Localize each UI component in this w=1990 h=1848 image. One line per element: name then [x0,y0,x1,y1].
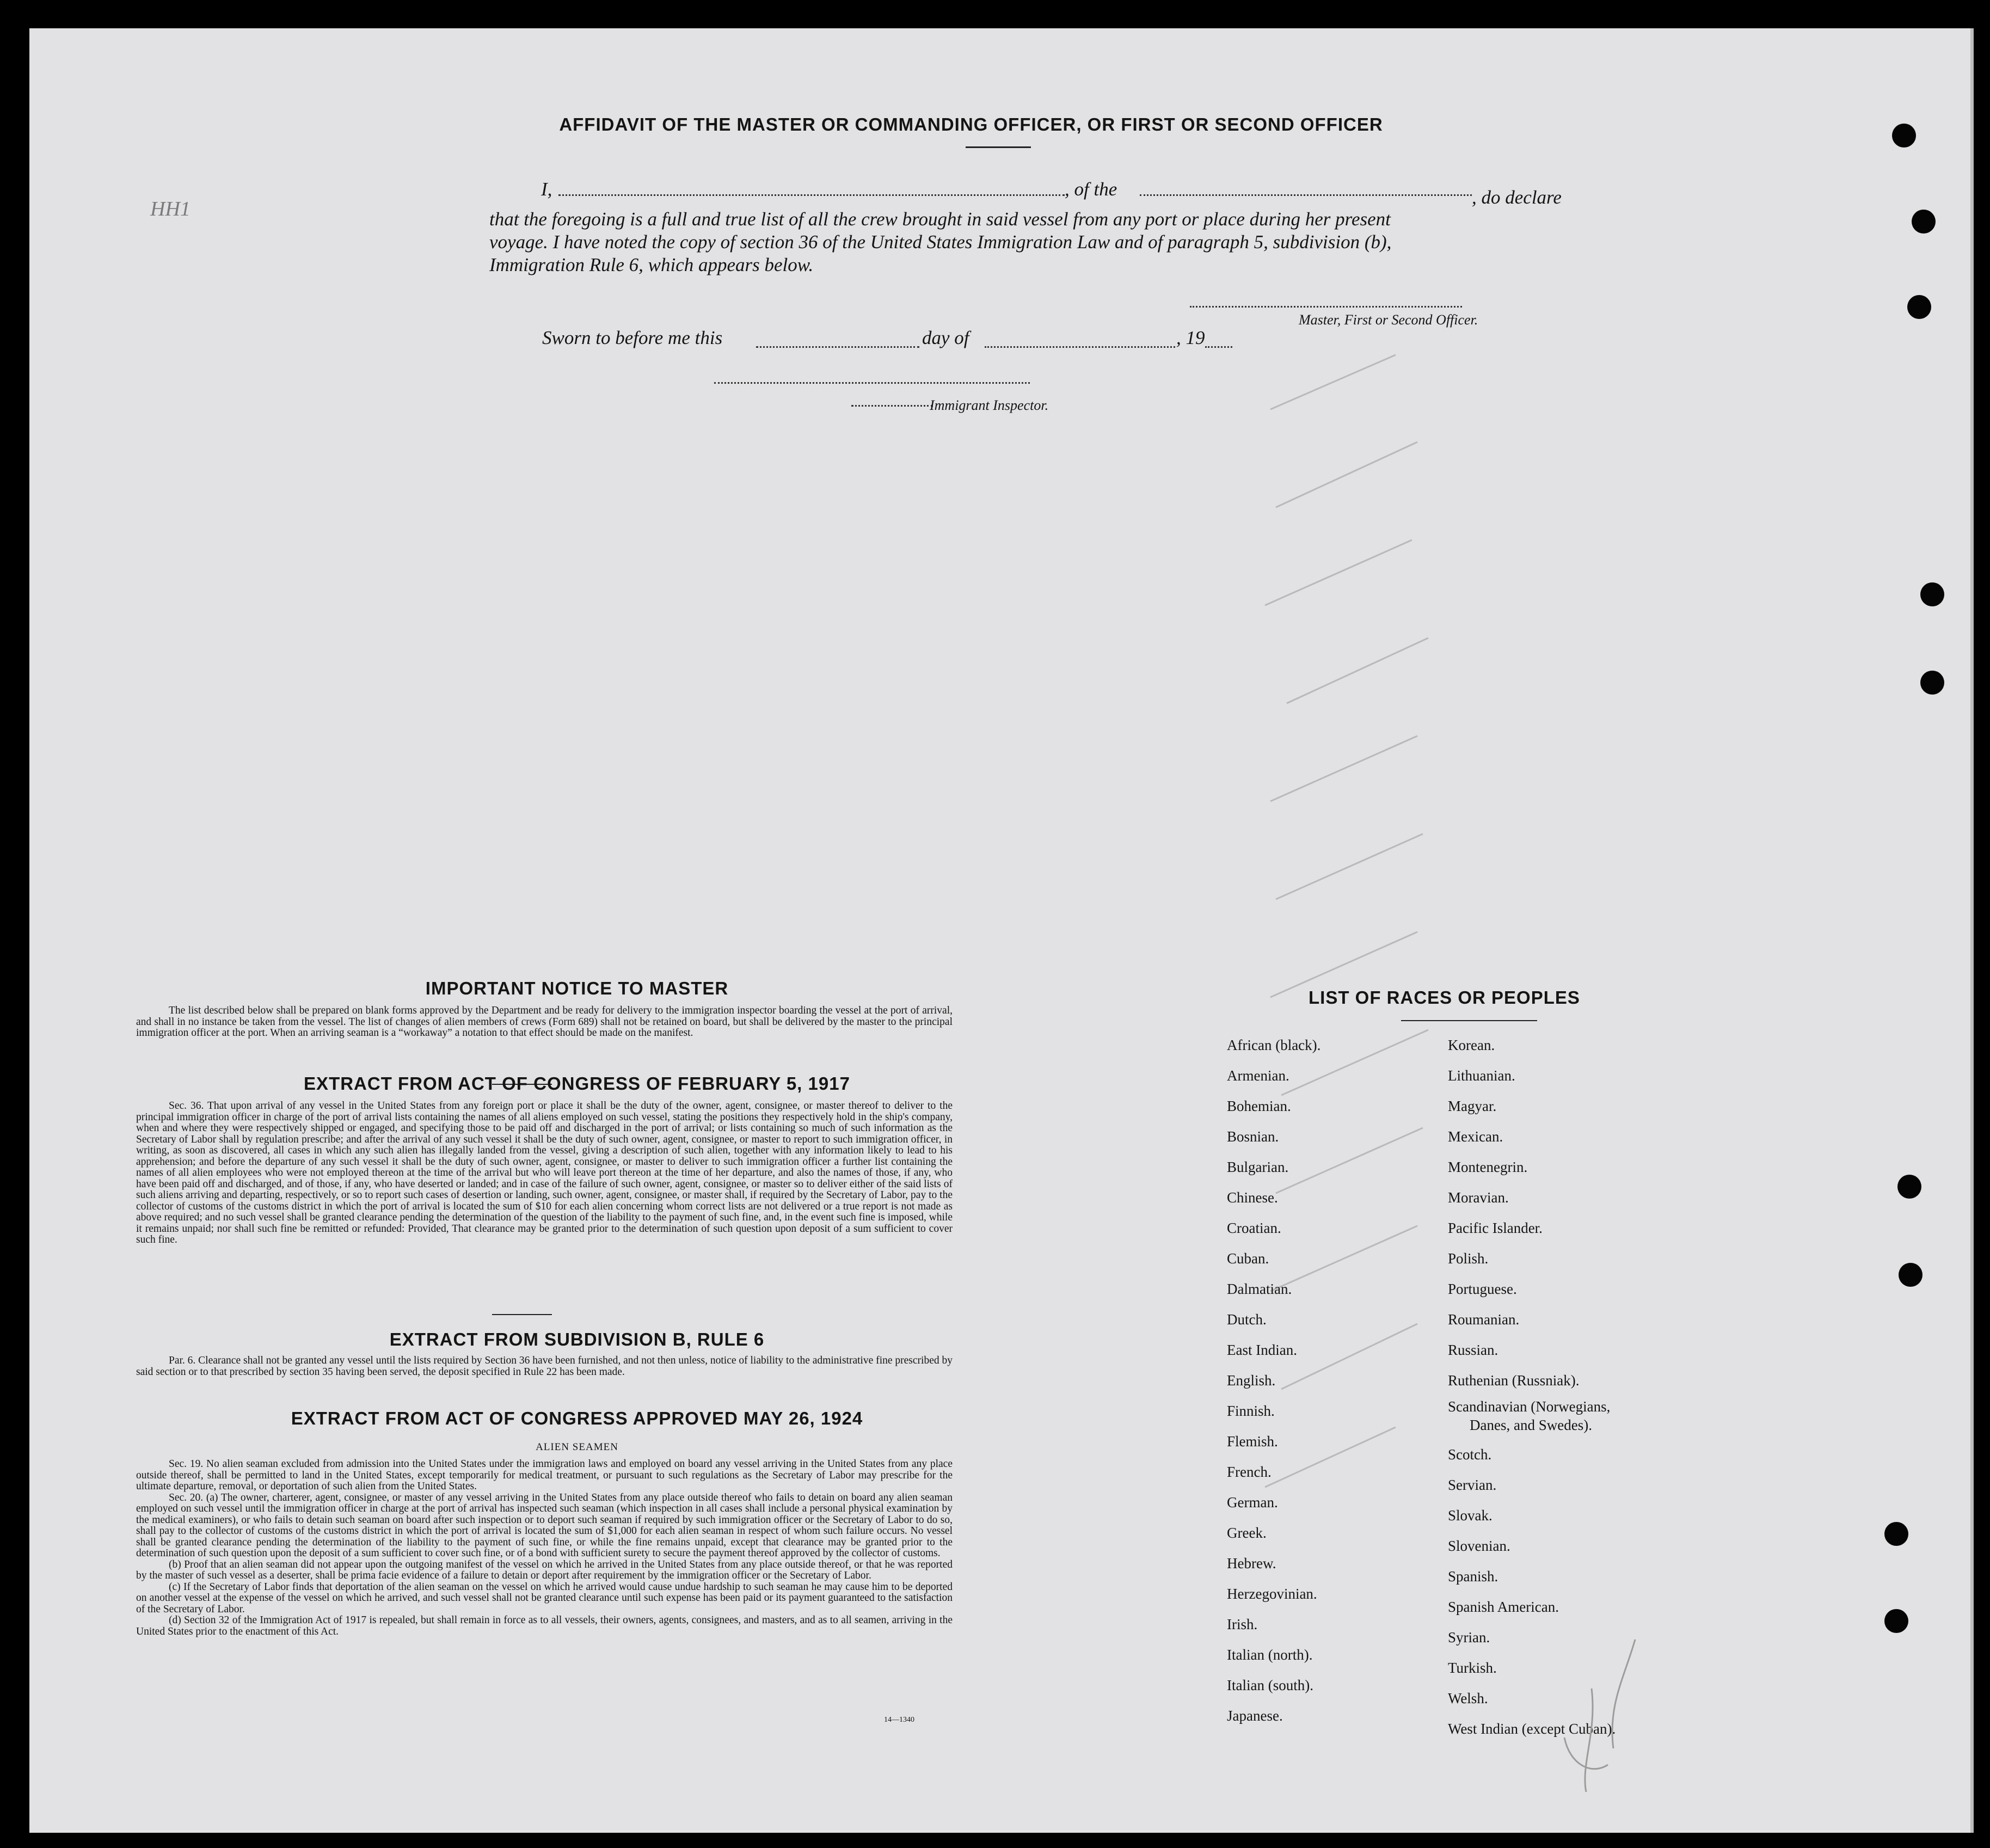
sec20c-paragraph: (c) If the Secretary of Labor finds that deportation of the alien seaman on the vessel on which he arrived would cause undue hardship to such seaman he may cause him to be deported on another vessel at the expense of the vessel on which he arrived, and such vessel shall not be granted clearance until such expense has been paid or its payment guaranteed to the satisfaction of the Secretary of Labor. [136,1581,953,1615]
race-item: English. [1227,1372,1276,1389]
document-sheet [29,28,1974,1833]
race-item: Cuban. [1227,1250,1269,1267]
inspector-signature-lead [851,405,933,407]
affidavit-title: AFFIDAVIT OF THE MASTER OR COMMANDING OFFICER, OR FIRST OR SECOND OFFICER [559,114,1383,134]
race-item: French. [1227,1464,1272,1480]
inspector-label: Immigrant Inspector. [930,397,1049,413]
form-number: 14—1340 [884,1716,914,1724]
race-item: Servian. [1448,1477,1497,1493]
race-item: Syrian. [1448,1629,1490,1646]
affidavit-line-4: Immigration Rule 6, which appears below. [489,254,814,275]
race-item: Slovenian. [1448,1538,1510,1554]
extract1-title: EXTRACT FROM ACT OF CONGRESS OF FEBRUARY 5, 1917 [304,1073,850,1094]
master-label: Master, First or Second Officer. [1299,312,1478,328]
races-title: LIST OF RACES OR PEOPLES [1309,987,1580,1008]
extract3-subtitle: ALIEN SEAMEN [536,1441,618,1453]
affidavit-line-2: that the foregoing is a full and true list of all the crew brought in said vessel from any port or place during her present [489,208,1391,230]
sworn-month-blank [985,346,1175,348]
race-item: Roumanian. [1448,1311,1520,1328]
races-left-column [1227,1030,1320,1731]
binder-hole-icon [1920,582,1944,606]
race-item: West Indian (except Cuban). [1448,1721,1616,1737]
race-item: Irish. [1227,1616,1258,1632]
race-item: Dalmatian. [1227,1281,1292,1297]
name-blank [558,194,1065,196]
race-item: Bohemian. [1227,1098,1291,1114]
extract2-title: EXTRACT FROM SUBDIVISION B, RULE 6 [389,1329,765,1349]
sec20b-paragraph: (b) Proof that an alien seaman did not appear upon the outgoing manifest of the vessel on which he arrived in the United States from any place outside thereof, or that he was reported by the master of such vessel as a deserter, shall be prima facie evidence of a failure to detain or deport after requirement by the immigration officer or the Secretary of Labor. [136,1558,953,1581]
race-item: Pacific Islander. [1448,1220,1543,1236]
race-item: Turkish. [1448,1660,1497,1676]
race-item: Polish. [1448,1250,1489,1267]
binder-hole-icon [1897,1175,1921,1199]
sec20a-paragraph: Sec. 20. (a) The owner, charterer, agent, consignee, or master of any vessel arriving in the United States from any place outside thereof who fails to detain on board any alien seaman employed on such vessel until the immigration officer in charge at the port of arrival has inspected such seaman (which inspection in all cases shall include a personal physical examination by the medical examiners), or who fails to detain such seaman on board after such inspection or to deport such seaman if required by such immigration officer or the Secretary of Labor to do so, shall pay to the collector of customs of the customs district in which the port of arrival is located the sum of $1,000 for each alien seaman in respect of whom such failure occurs. No vessel shall be granted clearance pending the determination of the liability to the payment of such fine, or while the fine remains unpaid, except that clearance may be granted prior to the determination of such question upon the deposit of a sum sufficient to cover such fine, or of a bond with sufficient surety to secure the payment thereof approved by the collector of customs. [136,1491,953,1559]
race-item: Danes, and Swedes). [1470,1417,1592,1433]
binder-hole-icon [1884,1522,1908,1546]
race-item: Japanese. [1227,1708,1283,1724]
notice-paragraph: The list described below shall be prepared on blank forms approved by the Department and be ready for delivery to the immigration inspector boarding the vessel at the port of arrival, and shall in no instance be taken from the vessel. The list of changes of alien members of crews (Form 689) shall not be retained on board, but shall be delivered by the master to the principal immigration officer at the port. When an arriving seaman is a “workaway” a notation to that effect should be made on the manifest. [136,1005,953,1039]
race-item: Korean. [1448,1037,1495,1053]
race-item: Croatian. [1227,1220,1281,1236]
race-item: Dutch. [1227,1311,1267,1328]
divider [1401,1020,1537,1021]
inspector-signature-line [714,382,1030,384]
notice-body [136,1005,953,1039]
race-item: Magyar. [1448,1098,1497,1114]
race-item: Chinese. [1227,1189,1278,1206]
binder-hole-icon [1899,1263,1923,1287]
divider [966,146,1031,148]
race-item: Flemish. [1227,1433,1278,1450]
binder-hole-icon [1907,295,1931,319]
binder-hole-icon [1884,1609,1908,1633]
race-item: Italian (south). [1227,1677,1313,1693]
day-of-label: day of [922,327,969,348]
notice-title: IMPORTANT NOTICE TO MASTER [425,978,729,998]
race-item: Bulgarian. [1227,1159,1289,1175]
race-item: German. [1227,1494,1278,1511]
year-blank [1205,346,1232,348]
vessel-blank [1140,194,1472,196]
race-item: African (black). [1227,1037,1321,1053]
sec20d-paragraph: (d) Section 32 of the Immigration Act of 1917 is repealed, but shall remain in force as to all vessels, their owners, agents, consignees, and masters, and as to all seamen, arriving in the United States prior to the enactment of this Act. [136,1614,953,1637]
extract3-title: EXTRACT FROM ACT OF CONGRESS APPROVED MAY 26, 1924 [291,1408,863,1428]
pencil-scribble [1499,1629,1673,1803]
race-item: Armenian. [1227,1067,1289,1084]
race-item: Spanish. [1448,1568,1498,1585]
race-item: Russian. [1448,1342,1498,1358]
race-item: Italian (north). [1227,1647,1313,1663]
race-item: Mexican. [1448,1128,1503,1145]
margin-pencil-mark: HH1 [150,198,191,220]
race-item: Herzegovinian. [1227,1586,1317,1602]
affidavit-line-3: voyage. I have noted the copy of section 36 of the United States Immigration Law and of paragraph 5, subdivision (b), [489,231,1392,253]
race-item: Greek. [1227,1525,1267,1541]
race-item: Hebrew. [1227,1555,1276,1571]
binder-hole-icon [1920,671,1944,695]
race-item: Slovak. [1448,1507,1492,1524]
master-signature-line [1190,306,1462,308]
extract3-body [136,1459,953,1637]
affidavit-of-the-label: , of the [1065,179,1117,200]
year-label: , 19 [1176,327,1205,348]
race-item: Bosnian. [1227,1128,1279,1145]
race-item: Spanish American. [1448,1599,1559,1615]
extract1-body [136,1101,953,1246]
affidavit-do-declare: , do declare [1472,187,1562,208]
race-item: East Indian. [1227,1342,1297,1358]
divider [492,1314,552,1315]
par6-paragraph: Par. 6. Clearance shall not be granted any vessel until the lists required by Section 36 have been furnished, and not then unless, notice of liability to the administrative fine prescribed by said section or to that prescribed by section 35 having been served, the deposit specified in Rule 22 has been made. [136,1355,953,1378]
sec19-paragraph: Sec. 19. No alien seaman excluded from admission into the United States under the immigration laws and employed on board any vessel arriving in the United States from any place outside thereof, shall be permitted to land in the United States, except temporarily for medical treatment, or pursuant to such regulations as the Secretary of Labor may prescribe for the ultimate departure, removal, or deportation of such alien from the United States. [136,1458,953,1492]
race-item: Welsh. [1448,1690,1488,1706]
race-item: Scandinavian (Norwegians, [1448,1398,1611,1415]
race-item: Moravian. [1448,1189,1509,1206]
affidavit-i-label: I, [541,179,552,200]
race-item: Scotch. [1448,1446,1492,1463]
race-item: Montenegrin. [1448,1159,1528,1175]
binder-hole-icon [1912,210,1936,234]
sec36-paragraph: Sec. 36. That upon arrival of any vessel in the United States from any foreign port or place it shall be the duty of the owner, agent, consignee, or master thereof to deliver to the principal immigration officer in charge of the port of arrival lists containing the names of all aliens employed on such vessel, stating the positions they respectively hold in the ship's company, when and where they were respectively shipped or engaged, and specifying those to be paid off and discharged in the port of arrival; or lists containing so much of such information as the Secretary of Labor shall by regulation prescribe; and after the arrival of any such vessel it shall be the duty of such owner, agent, consignee, or master to report to such immigration officer, in writing, as soon as discovered, all cases in which any such alien has illegally landed from the vessel, giving a description of such alien, together with any information likely to lead to his apprehension; and before the departure of any such vessel it shall be the duty of such owner, agent, consignee, or master to deliver to such immigration officer a further list containing the names of all alien employees who were not employed thereon at the time of the arrival but who will leave port thereon at the time of her departure, and also the names of those, if any, who have been paid off and discharged, and of those, if any, who have deserted or landed; and in case of the failure of such owner, agent, consignee, or master so to deliver either of the said lists of such aliens arriving and departing, respectively, or so to report such cases of desertion or landing, such owner, agent, consignee, or master shall, if required by the Secretary of Labor, pay to the collector of customs of the customs district in which the port of arrival is located the sum of $10 for each alien concerning whom correct lists are not delivered or a true report is not made as above required; and no such vessel shall be granted clearance pending the determination of the question of the liability to the payment of such fine, and, in the event such fine is imposed, while it remains unpaid; nor shall such fine be remitted or refunded: Provided, That clearance may be granted prior to the determination of such question upon deposit of a sum sufficient to cover such fine. [136,1100,953,1245]
race-item: Portuguese. [1448,1281,1517,1297]
race-item: Ruthenian (Russniak). [1448,1372,1580,1389]
sworn-day-blank [756,346,919,348]
race-item: Finnish. [1227,1403,1275,1419]
sworn-label: Sworn to before me this [542,327,723,348]
extract2-body [136,1355,953,1378]
race-item: Lithuanian. [1448,1067,1515,1084]
